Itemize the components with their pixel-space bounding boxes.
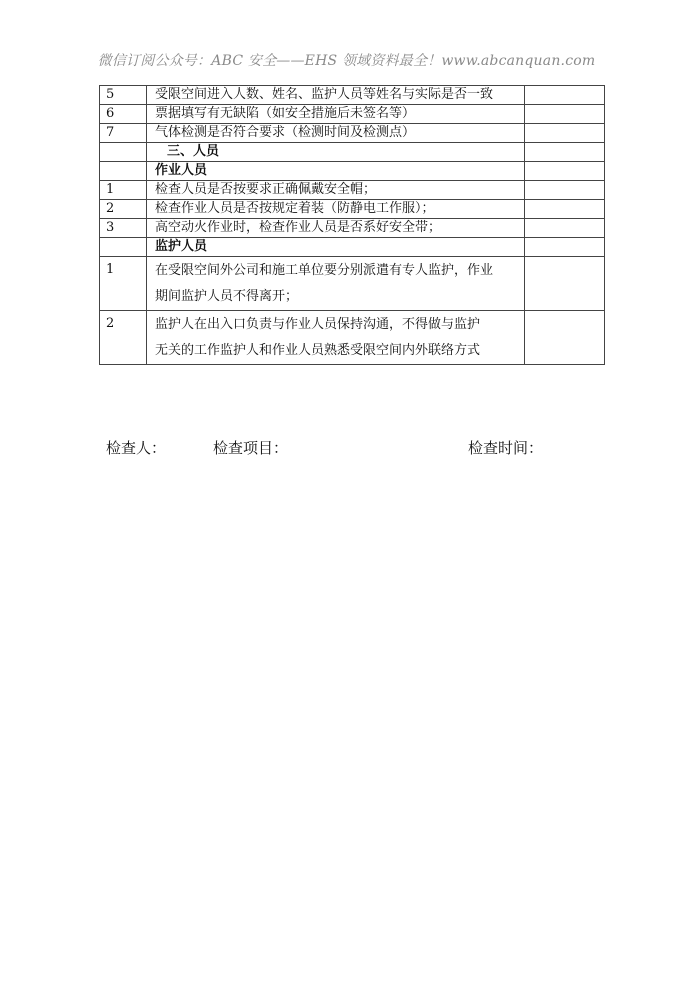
check-item: 高空动火作业时，检查作业人员是否系好安全带； (147, 219, 525, 238)
row-number: 1 (100, 257, 147, 311)
section-title: 三、人员 (147, 143, 525, 162)
subsection-title: 作业人员 (147, 162, 525, 181)
check-item-line: 无关的工作监护人和作业人员熟悉受限空间内外联络方式 (155, 343, 481, 358)
row-number: 2 (100, 311, 147, 365)
check-item-line: 监护人在出入口负责与作业人员保持沟通，不得做与监护 (155, 317, 481, 332)
row-number: 1 (100, 181, 147, 200)
signature-footer (106, 437, 586, 459)
check-item: 受限空间进入人数、姓名、监护人员等姓名与实际是否一致 (147, 86, 525, 105)
result-cell (525, 105, 605, 124)
result-cell (525, 311, 605, 365)
row-number (100, 238, 147, 257)
result-cell (525, 257, 605, 311)
table-row (100, 257, 605, 311)
check-item-line: 期间监护人员不得离开； (155, 289, 299, 304)
table-row (100, 124, 605, 143)
table-row (100, 219, 605, 238)
result-cell (525, 238, 605, 257)
subsection-heading-row (100, 162, 605, 181)
check-item: 检查作业人员是否按规定着装（防静电工作服）； (147, 200, 525, 219)
row-number: 2 (100, 200, 147, 219)
check-item (147, 311, 525, 365)
row-number: 5 (100, 86, 147, 105)
subsection-heading-row (100, 238, 605, 257)
result-cell (525, 143, 605, 162)
table-row (100, 181, 605, 200)
result-cell (525, 200, 605, 219)
inspection-item-label: 检查项目： (213, 439, 289, 457)
table-row (100, 105, 605, 124)
row-number: 7 (100, 124, 147, 143)
result-cell (525, 162, 605, 181)
row-number: 6 (100, 105, 147, 124)
check-item: 票据填写有无缺陷（如安全措施后未签名等） (147, 105, 525, 124)
table-row (100, 311, 605, 365)
table-row (100, 86, 605, 105)
result-cell (525, 219, 605, 238)
result-cell (525, 86, 605, 105)
check-item: 检查人员是否按要求正确佩戴安全帽； (147, 181, 525, 200)
section-heading-row (100, 143, 605, 162)
inspector-label: 检查人： (106, 439, 167, 457)
result-cell (525, 181, 605, 200)
check-item (147, 257, 525, 311)
check-item: 气体检测是否符合要求（检测时间及检测点） (147, 124, 525, 143)
row-number: 3 (100, 219, 147, 238)
inspection-checklist-table (99, 85, 605, 365)
table-row (100, 200, 605, 219)
row-number (100, 162, 147, 181)
row-number (100, 143, 147, 162)
check-item-line: 在受限空间外公司和施工单位要分别派遣有专人监护，作业 (155, 263, 494, 278)
inspection-time-label: 检查时间： (468, 439, 544, 457)
subsection-title: 监护人员 (147, 238, 525, 257)
result-cell (525, 124, 605, 143)
page-watermark-header: 微信订阅公众号：ABC 安全——EHS 领域资料最全！www.abcanquan.com (97, 53, 596, 69)
